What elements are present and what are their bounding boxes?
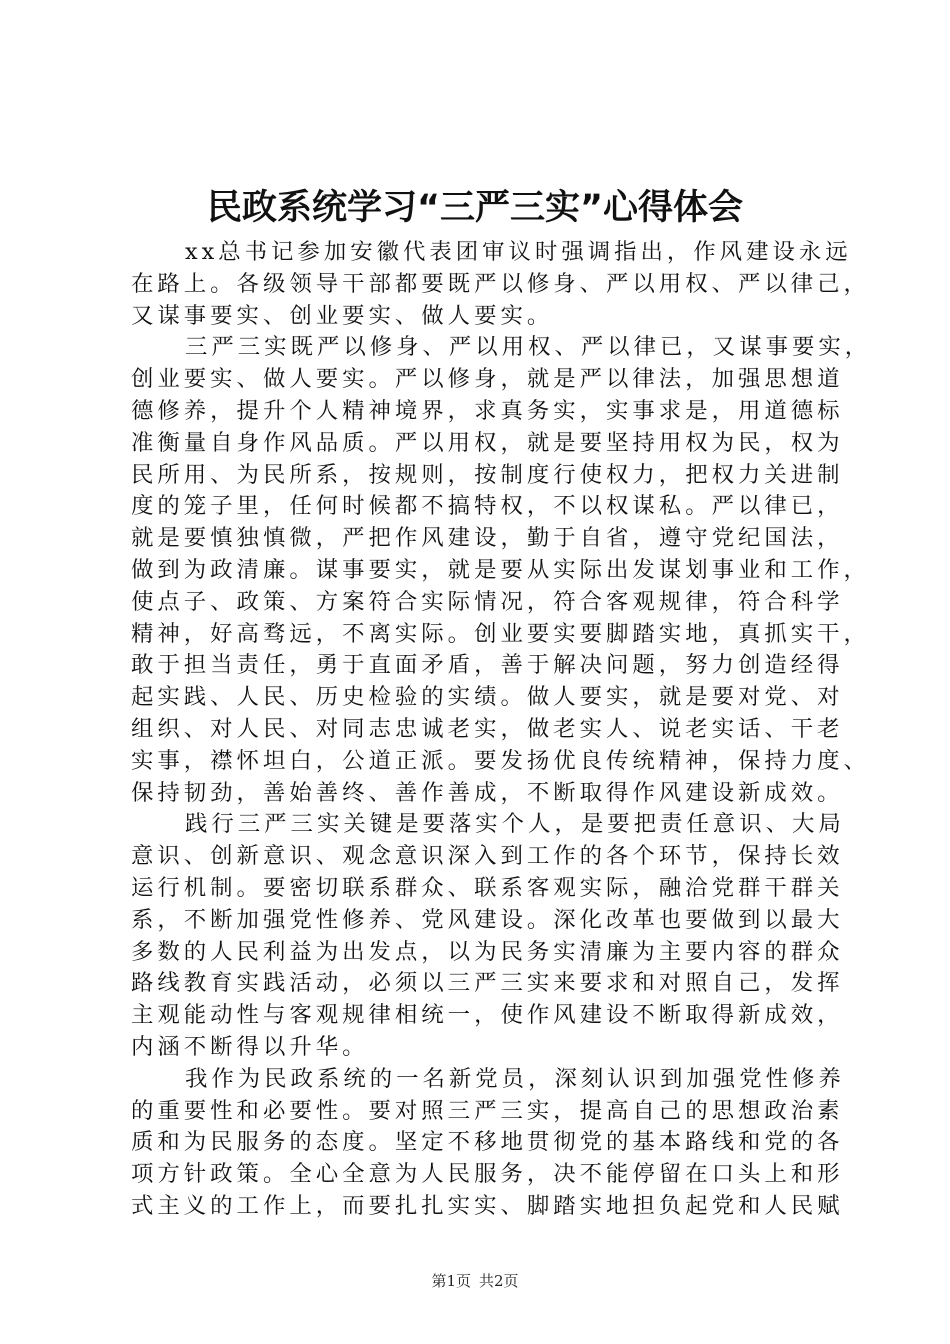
text-line: 主观能动性与客观规律相统一，使作风建设不断取得新成效， <box>131 1002 844 1029</box>
text-line: 路线教育实践活动，必须以三严三实来要求和对照自己，发挥 <box>131 970 844 997</box>
text-line: 做到为政清廉。谋事要实，就是要从实际出发谋划事业和工作， <box>131 556 870 583</box>
document-body <box>131 237 872 1223</box>
text-line: 践行三严三实关键是要落实个人，是要把责任意识、大局 <box>185 811 845 838</box>
paragraph-4 <box>131 1064 845 1223</box>
text-line: 起实践、人民、历史检验的实绩。做人要实，就是要对党、对 <box>131 684 844 711</box>
paragraph-1 <box>131 237 870 332</box>
text-line: 德修养，提升个人精神境界，求真务实，实事求是，用道德标 <box>131 397 844 424</box>
paragraph-2 <box>131 332 872 809</box>
text-line: 运行机制。要密切联系群众、联系客观实际，融洽党群干群关 <box>131 874 844 901</box>
text-line: 使点子、政策、方案符合实际情况，符合客观规律，符合科学 <box>131 588 844 615</box>
paragraph-3 <box>131 809 845 1063</box>
page-footer <box>0 1271 950 1291</box>
text-line: 在路上。各级领导干部都要既严以修身、严以用权、严以律己， <box>131 270 870 297</box>
text-line: 我作为民政系统的一名新党员，深刻认识到加强党性修养 <box>185 1065 845 1092</box>
text-line: 式主义的工作上，而要扎扎实实、脚踏实地担负起党和人民赋 <box>131 1192 844 1219</box>
text-line: 的重要性和必要性。要对照三严三实，提高自己的思想政治素 <box>131 1097 844 1124</box>
text-line: 意识、创新意识、观念意识深入到工作的各个环节，保持长效 <box>131 843 844 870</box>
text-line: 质和为民服务的态度。坚定不移地贯彻党的基本路线和党的各 <box>131 1129 844 1156</box>
text-line: 度的笼子里，任何时候都不搞特权，不以权谋私。严以律已， <box>131 493 844 520</box>
text-line: 敢于担当责任，勇于直面矛盾，善于解决问题，努力创造经得 <box>131 652 844 679</box>
text-line: 组织、对人民、对同志忠诚老实，做老实人、说老实话、干老 <box>131 715 844 742</box>
page-title: 民政系统学习“三严三实”心得体会 <box>206 188 743 228</box>
text-line: 项方针政策。全心全意为人民服务，决不能停留在口头上和形 <box>131 1161 844 1188</box>
text-line: 就是要慎独慎微，严把作风建设，勤于自省，遵守党纪国法， <box>131 525 844 552</box>
text-line: 保持韧劲，善始善终、善作善成，不断取得作风建设新成效。 <box>131 779 844 806</box>
text-line: xx总书记参加安徽代表团审议时强调指出，作风建设永远 <box>185 239 852 265</box>
page-number: 第1页 <box>431 1272 471 1290</box>
text-line: 准衡量自身作风品质。严以用权，就是要坚持用权为民，权为 <box>131 429 844 456</box>
text-line: 多数的人民利益为出发点，以为民务实清廉为主要内容的群众 <box>131 938 844 965</box>
text-line: 内涵不断得以升华。 <box>131 1033 369 1060</box>
text-line: 又谋事要实、创业要实、做人要实。 <box>131 302 554 329</box>
page-total: 共2页 <box>479 1272 519 1290</box>
text-line: 精神，好高骛远，不离实际。创业要实要脚踏实地，真抓实干， <box>131 620 870 647</box>
text-line: 民所用、为民所系，按规则，按制度行使权力，把权力关进制 <box>131 461 844 488</box>
text-line: 三严三实既严以修身、严以用权、严以律已，又谋事要实， <box>185 334 872 361</box>
text-line: 系，不断加强党性修养、党风建设。深化改革也要做到以最大 <box>131 906 844 933</box>
text-line: 创业要实、做人要实。严以修身，就是严以律法，加强思想道 <box>131 366 844 393</box>
text-line: 实事，襟怀坦白，公道正派。要发扬优良传统精神，保持力度、 <box>131 747 870 774</box>
